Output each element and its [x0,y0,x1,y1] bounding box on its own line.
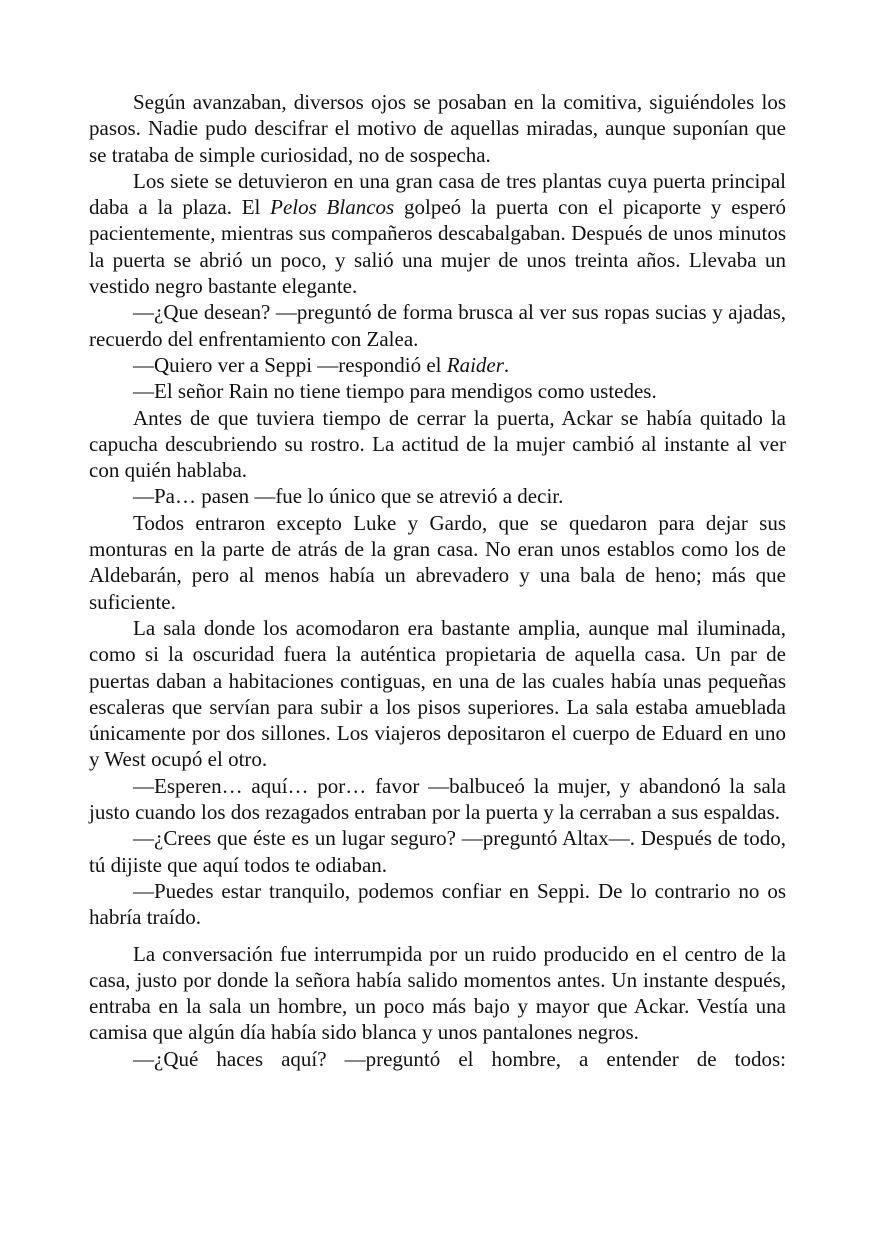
paragraph [89,773,786,826]
text-run: —El señor Rain no tiene tiempo para mendigos como ustedes. [133,379,657,404]
text-run: —¿Crees que éste es un lugar seguro? —preguntó Altax—. Después de todo, tú dijiste que aquí todos te odiaban. [89,826,786,877]
paragraph [89,615,786,773]
paragraph [89,89,786,168]
text-run: Todos entraron excepto Luke y Gardo, que se quedaron para dejar sus monturas en la parte de atrás de la gran casa. No eran unos establos como los de Aldebarán, pero al menos había un abrevadero y una bala de heno; más que suficiente. [89,510,786,614]
text-run: La sala donde los acomodaron era bastante amplia, aunque mal iluminada, como si la oscuridad fuera la auténtica propietaria de aquella casa. Un par de puertas daban a habitaciones contiguas, en una de las cuales había unas pequeñas escaleras que servían para subir a los pisos superiores. La sala estaba amueblada únicamente por dos sillones. Los viajeros depositaron el cuerpo de Eduard en uno y West ocupó el otro. [89,615,786,772]
paragraph [89,378,786,404]
italic-text: Raider [446,352,504,377]
text-run: —Quiero ver a Seppi —respondió el [133,352,447,377]
paragraph [89,510,786,615]
text-run: —¿Qué haces aquí? —preguntó el hombre, a entender de todos: [133,1046,786,1071]
text-run: Los siete se detuvieron en una gran casa de tres plantas cuya puerta principal daba a la plaza. El [89,168,786,220]
text-run: La conversación fue interrumpida por un ruido producido en el centro de la casa, justo por donde la señora había salido momentos antes. Un instante después, entraba en la sala un hombre, un poco más bajo y mayor que Ackar. Vestía una camisa que algún día había sido blanca y unos pantalones negros. [89,941,786,1045]
text-run: —Esperen… aquí… por… favor —balbuceó la mujer, y abandonó la sala justo cuando los dos rezagados entraban por la puerta y la cerraban a sus espaldas. [89,773,786,825]
paragraph [89,941,786,1046]
page-body [89,89,786,1072]
text-run: Según avanzaban, diversos ojos se posaban en la comitiva, siguiéndoles los pasos. Nadie pudo descifrar el motivo de aquellas miradas, aunque suponían que se trataba de simple curiosidad, no de sospecha. [89,90,786,167]
text-run: Antes de que tuviera tiempo de cerrar la puerta, Ackar se había quitado la capucha descubriendo su rostro. La actitud de la mujer cambió al instante al ver con quién hablaba. [89,405,786,483]
paragraph [89,1046,786,1072]
paragraph [89,483,786,509]
text-run: golpeó la puerta con el picaporte y esperó pacientemente, mientras sus compañeros descabalgaban. Después de unos minutos la puerta se abrió un poco, y salió una mujer de unos treinta años. Llevaba un vestido negro bastante elegante. [89,195,787,299]
paragraph [89,352,786,378]
paragraph [89,405,786,484]
text-run: —Pa… pasen —fue lo único que se atrevió a decir. [133,484,564,509]
paragraph [89,299,786,352]
text-run: . [503,352,510,377]
text-run: —Puedes estar tranquilo, podemos confiar en Seppi. De lo contrario no os habría traído. [89,878,786,930]
italic-text: Pelos Blancos [270,195,395,220]
paragraph [89,168,786,299]
paragraph [89,878,786,931]
paragraph [89,825,786,878]
text-run: —¿Que desean? —preguntó de forma brusca al ver sus ropas sucias y ajadas, recuerdo del enfrentamiento con Zalea. [89,300,786,351]
